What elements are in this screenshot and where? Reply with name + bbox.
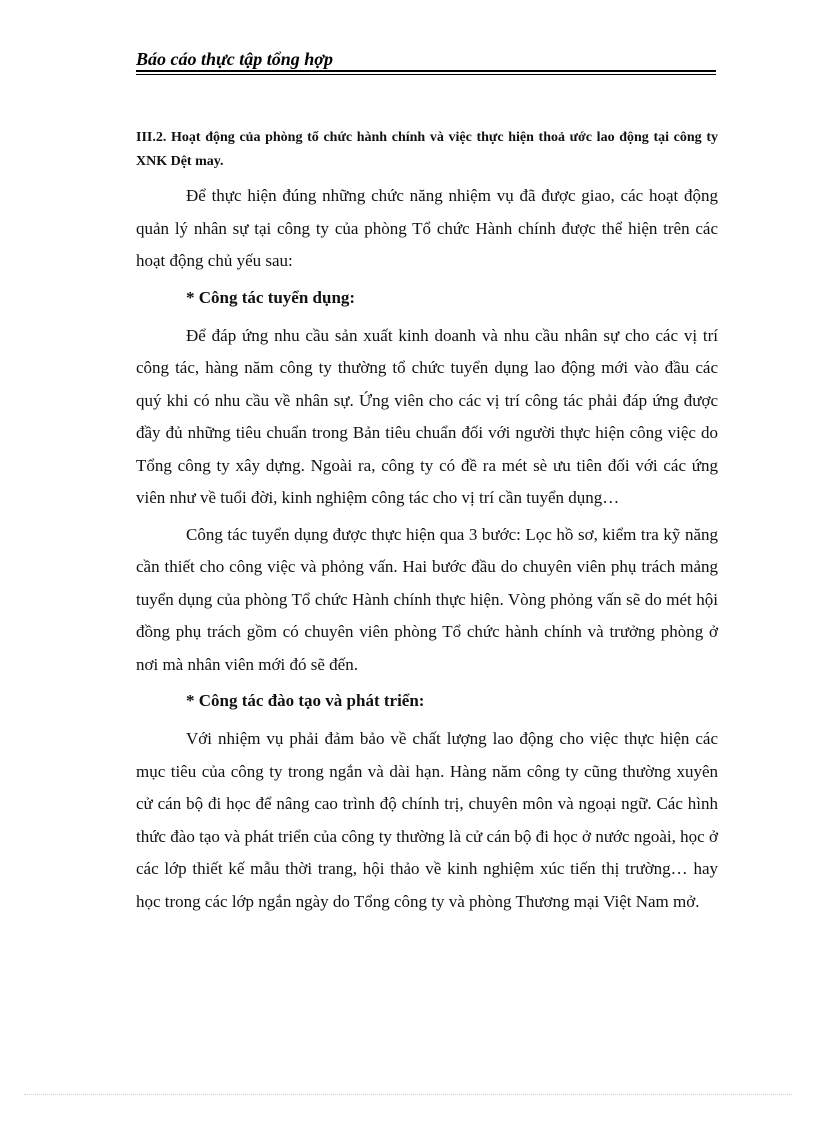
page-content — [136, 126, 718, 922]
training-heading: * Công tác đào tạo và phát triển: — [186, 691, 425, 710]
page-header — [136, 48, 716, 70]
header-rule — [136, 70, 716, 72]
training-paragraph: Với nhiệm vụ phải đảm bảo về chất lượng lao động cho việc thực hiện các mục tiêu của công ty trong ngắn và dài hạn. Hàng năm công ty cũng thường xuyên cử cán bộ đi học để nâng cao trình độ chính trị, chuyên môn và ngoại ngữ. Các hình thức đào tạo và phát triển của công ty thường là cử cán bộ đi học ở nước ngoài, học ở các lớp thiết kế mẫu thời trang, hội thảo về kinh nghiệm xúc tiến thị trường… hay học trong các lớp ngắn ngày do Tổng công ty và phòng Thương mại Việt Nam mở. — [136, 729, 718, 911]
section-heading: III.2. Hoạt động của phòng tổ chức hành chính và việc thực hiện thoả ước lao động tại công ty XNK Dệt may. — [136, 130, 718, 169]
footer-divider — [24, 1094, 792, 1095]
recruitment-paragraph-2: Công tác tuyển dụng được thực hiện qua 3 bước: Lọc hồ sơ, kiểm tra kỹ năng cần thiết cho công việc và phỏng vấn. Hai bước đầu do chuyên viên phụ trách mảng tuyển dụng của phòng Tổ chức Hành chính thực hiện. Vòng phỏng vấn sẽ do mét hội đồng phụ trách gồm có chuyên viên phòng Tổ chức hành chính và trưởng phòng ở nơi mà nhân viên mới đó sẽ đến. — [136, 524, 718, 674]
header-rule-thin — [136, 74, 716, 75]
header-title: Báo cáo thực tập tổng hợp — [136, 49, 333, 69]
intro-paragraph: Để thực hiện đúng những chức năng nhiệm vụ đã được giao, các hoạt động quản lý nhân sự tại công ty của phòng Tổ chức Hành chính được thể hiện trên các hoạt động chủ yếu sau: — [136, 186, 718, 270]
recruitment-heading: * Công tác tuyển dụng: — [186, 287, 356, 307]
recruitment-paragraph-1: Để đáp ứng nhu cầu sản xuất kinh doanh và nhu cầu nhân sự cho các vị trí công tác, hàng năm công ty thường tổ chức tuyển dụng lao động mới vào đầu các quý khi có nhu cầu về nhân sự. Ứng viên cho các vị trí công tác phải đáp ứng được đầy đủ những tiêu chuẩn trong Bản tiêu chuẩn đối với người thực hiện công việc do Tổng công ty xây dựng. Ngoài ra, công ty có đề ra mét sè ưu tiên đối với các ứng viên như về tuổi đời, kinh nghiệm công tác cho vị trí cần tuyển dụng… — [136, 325, 718, 507]
